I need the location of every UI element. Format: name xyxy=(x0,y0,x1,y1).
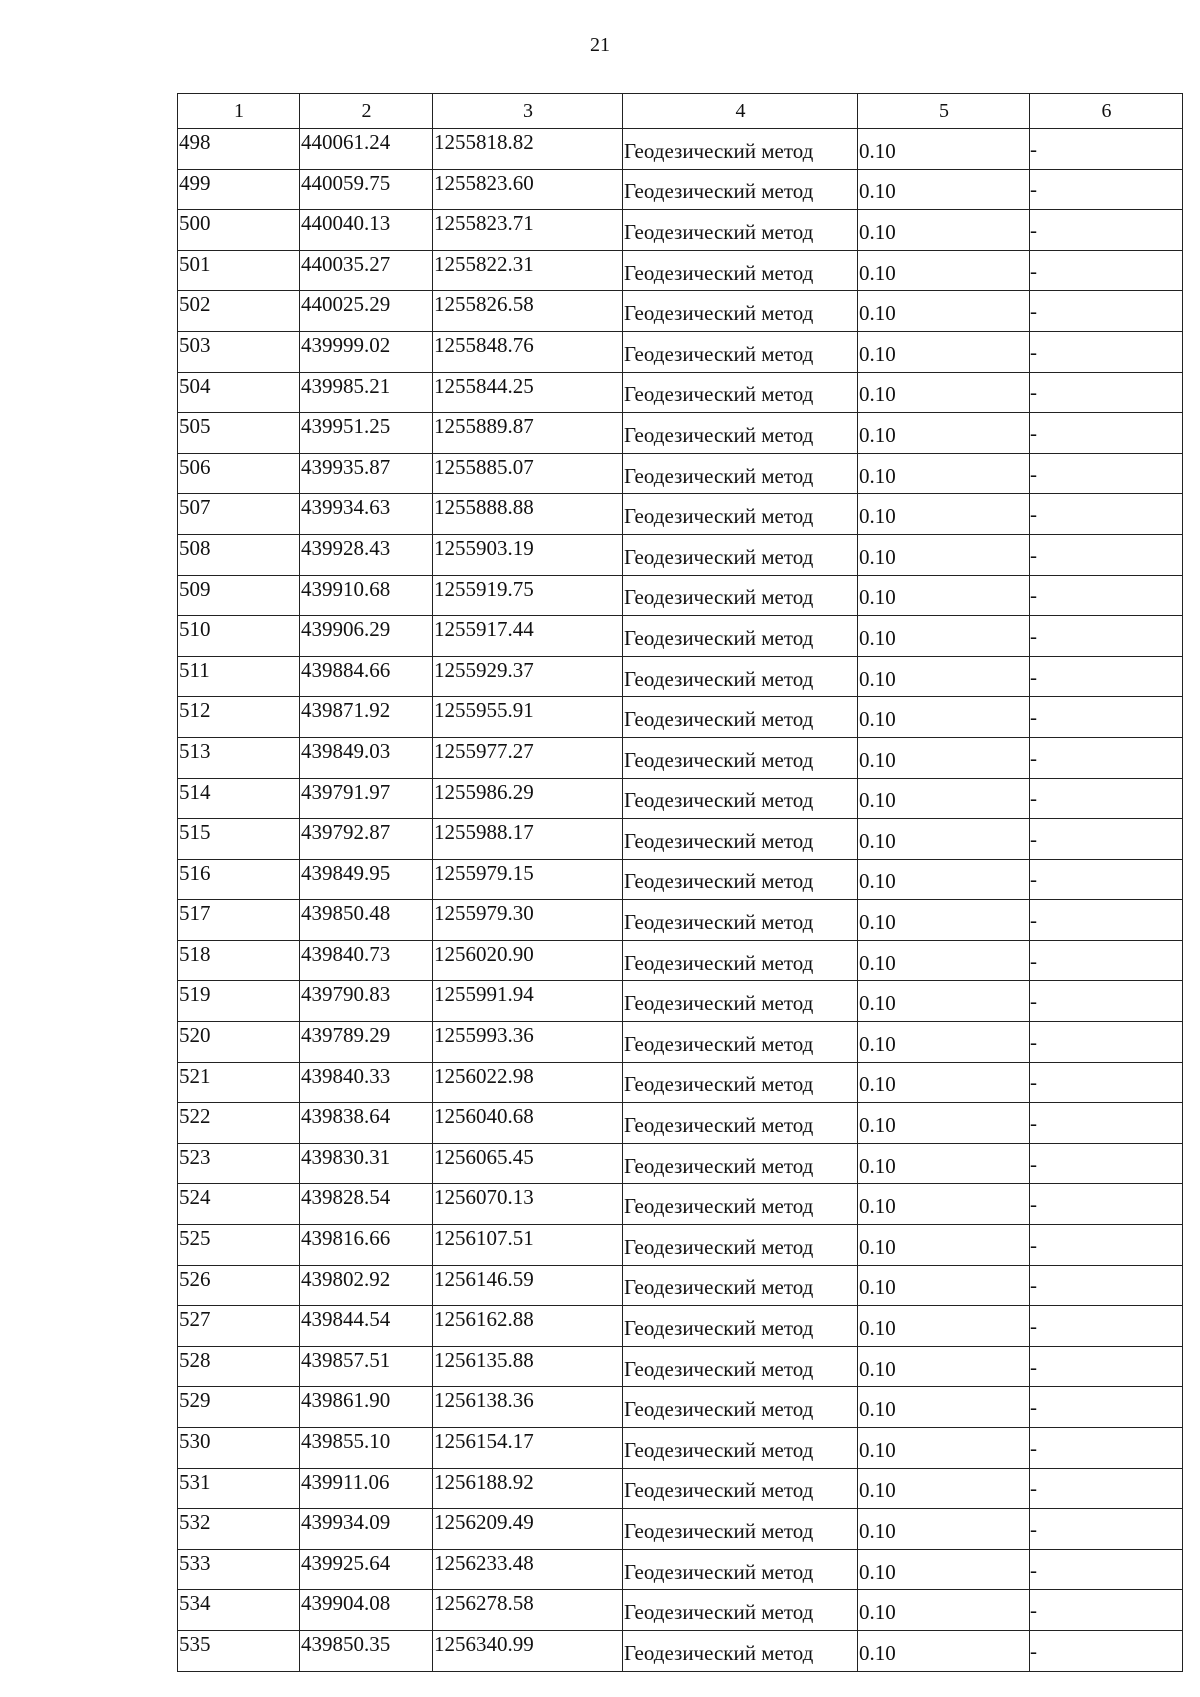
table-row xyxy=(178,1549,1183,1590)
accuracy-cell: 0.10 xyxy=(858,1468,1030,1509)
accuracy-cell: 0.10 xyxy=(858,656,1030,697)
table-row xyxy=(178,1143,1183,1184)
note-cell: - xyxy=(1030,1428,1183,1469)
accuracy-cell: 0.10 xyxy=(858,1103,1030,1144)
y-coordinate-cell: 1256135.88 xyxy=(433,1346,623,1387)
note-cell: - xyxy=(1030,291,1183,332)
y-coordinate-cell: 1256107.51 xyxy=(433,1225,623,1266)
note-cell: - xyxy=(1030,1306,1183,1347)
point-number-cell: 500 xyxy=(178,210,300,251)
table-header-row xyxy=(178,94,1183,129)
point-number-cell: 532 xyxy=(178,1509,300,1550)
accuracy-cell: 0.10 xyxy=(858,331,1030,372)
accuracy-cell: 0.10 xyxy=(858,1428,1030,1469)
y-coordinate-cell: 1255993.36 xyxy=(433,1022,623,1063)
method-cell: Геодезический метод xyxy=(623,697,858,738)
table-row xyxy=(178,1387,1183,1428)
method-cell: Геодезический метод xyxy=(623,331,858,372)
y-coordinate-cell: 1255844.25 xyxy=(433,372,623,413)
table-row xyxy=(178,1184,1183,1225)
accuracy-cell: 0.10 xyxy=(858,453,1030,494)
accuracy-cell: 0.10 xyxy=(858,1184,1030,1225)
x-coordinate-cell: 440040.13 xyxy=(300,210,433,251)
method-cell: Геодезический метод xyxy=(623,819,858,860)
y-coordinate-cell: 1256065.45 xyxy=(433,1143,623,1184)
x-coordinate-cell: 439985.21 xyxy=(300,372,433,413)
note-cell: - xyxy=(1030,1549,1183,1590)
point-number-cell: 524 xyxy=(178,1184,300,1225)
x-coordinate-cell: 439951.25 xyxy=(300,413,433,454)
point-number-cell: 508 xyxy=(178,534,300,575)
y-coordinate-cell: 1256138.36 xyxy=(433,1387,623,1428)
method-cell: Геодезический метод xyxy=(623,1265,858,1306)
method-cell: Геодезический метод xyxy=(623,1549,858,1590)
accuracy-cell: 0.10 xyxy=(858,819,1030,860)
column-header-3: 3 xyxy=(433,94,623,129)
accuracy-cell: 0.10 xyxy=(858,1306,1030,1347)
method-cell: Геодезический метод xyxy=(623,1590,858,1631)
method-cell: Геодезический метод xyxy=(623,940,858,981)
x-coordinate-cell: 439830.31 xyxy=(300,1143,433,1184)
table-row xyxy=(178,291,1183,332)
method-cell: Геодезический метод xyxy=(623,1468,858,1509)
accuracy-cell: 0.10 xyxy=(858,1143,1030,1184)
method-cell: Геодезический метод xyxy=(623,1103,858,1144)
note-cell: - xyxy=(1030,1265,1183,1306)
accuracy-cell: 0.10 xyxy=(858,1387,1030,1428)
accuracy-cell: 0.10 xyxy=(858,210,1030,251)
point-number-cell: 503 xyxy=(178,331,300,372)
point-number-cell: 504 xyxy=(178,372,300,413)
table-row xyxy=(178,575,1183,616)
x-coordinate-cell: 439935.87 xyxy=(300,453,433,494)
y-coordinate-cell: 1256022.98 xyxy=(433,1062,623,1103)
accuracy-cell: 0.10 xyxy=(858,372,1030,413)
table-row xyxy=(178,1346,1183,1387)
table-row xyxy=(178,331,1183,372)
x-coordinate-cell: 439871.92 xyxy=(300,697,433,738)
table-row xyxy=(178,1022,1183,1063)
table-row xyxy=(178,1225,1183,1266)
note-cell: - xyxy=(1030,210,1183,251)
method-cell: Геодезический метод xyxy=(623,1346,858,1387)
accuracy-cell: 0.10 xyxy=(858,778,1030,819)
method-cell: Геодезический метод xyxy=(623,981,858,1022)
note-cell: - xyxy=(1030,129,1183,170)
method-cell: Геодезический метод xyxy=(623,616,858,657)
point-number-cell: 515 xyxy=(178,819,300,860)
method-cell: Геодезический метод xyxy=(623,859,858,900)
note-cell: - xyxy=(1030,1103,1183,1144)
accuracy-cell: 0.10 xyxy=(858,1062,1030,1103)
x-coordinate-cell: 440059.75 xyxy=(300,169,433,210)
accuracy-cell: 0.10 xyxy=(858,291,1030,332)
y-coordinate-cell: 1255955.91 xyxy=(433,697,623,738)
y-coordinate-cell: 1255929.37 xyxy=(433,656,623,697)
y-coordinate-cell: 1256020.90 xyxy=(433,940,623,981)
x-coordinate-cell: 439802.92 xyxy=(300,1265,433,1306)
x-coordinate-cell: 439884.66 xyxy=(300,656,433,697)
x-coordinate-cell: 439925.64 xyxy=(300,1549,433,1590)
accuracy-cell: 0.10 xyxy=(858,1346,1030,1387)
method-cell: Геодезический метод xyxy=(623,778,858,819)
point-number-cell: 517 xyxy=(178,900,300,941)
x-coordinate-cell: 439849.95 xyxy=(300,859,433,900)
accuracy-cell: 0.10 xyxy=(858,250,1030,291)
note-cell: - xyxy=(1030,1062,1183,1103)
coordinates-table xyxy=(177,93,1183,1672)
y-coordinate-cell: 1256340.99 xyxy=(433,1630,623,1671)
point-number-cell: 519 xyxy=(178,981,300,1022)
accuracy-cell: 0.10 xyxy=(858,1022,1030,1063)
point-number-cell: 521 xyxy=(178,1062,300,1103)
note-cell: - xyxy=(1030,1346,1183,1387)
note-cell: - xyxy=(1030,1590,1183,1631)
note-cell: - xyxy=(1030,413,1183,454)
y-coordinate-cell: 1255822.31 xyxy=(433,250,623,291)
x-coordinate-cell: 440035.27 xyxy=(300,250,433,291)
point-number-cell: 526 xyxy=(178,1265,300,1306)
table-row xyxy=(178,1062,1183,1103)
x-coordinate-cell: 439928.43 xyxy=(300,534,433,575)
x-coordinate-cell: 439844.54 xyxy=(300,1306,433,1347)
accuracy-cell: 0.10 xyxy=(858,900,1030,941)
y-coordinate-cell: 1256154.17 xyxy=(433,1428,623,1469)
accuracy-cell: 0.10 xyxy=(858,1509,1030,1550)
accuracy-cell: 0.10 xyxy=(858,575,1030,616)
y-coordinate-cell: 1255917.44 xyxy=(433,616,623,657)
y-coordinate-cell: 1255889.87 xyxy=(433,413,623,454)
table-row xyxy=(178,940,1183,981)
x-coordinate-cell: 439910.68 xyxy=(300,575,433,616)
point-number-cell: 516 xyxy=(178,859,300,900)
table-row xyxy=(178,819,1183,860)
method-cell: Геодезический метод xyxy=(623,1225,858,1266)
point-number-cell: 499 xyxy=(178,169,300,210)
table-row xyxy=(178,413,1183,454)
note-cell: - xyxy=(1030,1509,1183,1550)
point-number-cell: 520 xyxy=(178,1022,300,1063)
note-cell: - xyxy=(1030,737,1183,778)
method-cell: Геодезический метод xyxy=(623,1306,858,1347)
method-cell: Геодезический метод xyxy=(623,656,858,697)
note-cell: - xyxy=(1030,1387,1183,1428)
note-cell: - xyxy=(1030,169,1183,210)
note-cell: - xyxy=(1030,859,1183,900)
x-coordinate-cell: 439904.08 xyxy=(300,1590,433,1631)
method-cell: Геодезический метод xyxy=(623,1630,858,1671)
point-number-cell: 535 xyxy=(178,1630,300,1671)
method-cell: Геодезический метод xyxy=(623,169,858,210)
table-row xyxy=(178,900,1183,941)
x-coordinate-cell: 439861.90 xyxy=(300,1387,433,1428)
x-coordinate-cell: 439838.64 xyxy=(300,1103,433,1144)
point-number-cell: 522 xyxy=(178,1103,300,1144)
table-row xyxy=(178,453,1183,494)
table-row xyxy=(178,1630,1183,1671)
table-row xyxy=(178,169,1183,210)
table-row xyxy=(178,129,1183,170)
column-header-4: 4 xyxy=(623,94,858,129)
note-cell: - xyxy=(1030,575,1183,616)
note-cell: - xyxy=(1030,778,1183,819)
method-cell: Геодезический метод xyxy=(623,1428,858,1469)
accuracy-cell: 0.10 xyxy=(858,859,1030,900)
y-coordinate-cell: 1255826.58 xyxy=(433,291,623,332)
x-coordinate-cell: 440061.24 xyxy=(300,129,433,170)
x-coordinate-cell: 439906.29 xyxy=(300,616,433,657)
x-coordinate-cell: 439934.09 xyxy=(300,1509,433,1550)
x-coordinate-cell: 439789.29 xyxy=(300,1022,433,1063)
y-coordinate-cell: 1255818.82 xyxy=(433,129,623,170)
column-header-2: 2 xyxy=(300,94,433,129)
table-row xyxy=(178,372,1183,413)
accuracy-cell: 0.10 xyxy=(858,169,1030,210)
point-number-cell: 510 xyxy=(178,616,300,657)
x-coordinate-cell: 439828.54 xyxy=(300,1184,433,1225)
table-row xyxy=(178,1265,1183,1306)
y-coordinate-cell: 1255991.94 xyxy=(433,981,623,1022)
point-number-cell: 525 xyxy=(178,1225,300,1266)
note-cell: - xyxy=(1030,1225,1183,1266)
accuracy-cell: 0.10 xyxy=(858,494,1030,535)
method-cell: Геодезический метод xyxy=(623,1022,858,1063)
note-cell: - xyxy=(1030,616,1183,657)
point-number-cell: 513 xyxy=(178,737,300,778)
y-coordinate-cell: 1256278.58 xyxy=(433,1590,623,1631)
table-row xyxy=(178,534,1183,575)
table-row xyxy=(178,737,1183,778)
point-number-cell: 514 xyxy=(178,778,300,819)
y-coordinate-cell: 1255903.19 xyxy=(433,534,623,575)
table-row xyxy=(178,981,1183,1022)
y-coordinate-cell: 1255823.60 xyxy=(433,169,623,210)
y-coordinate-cell: 1256209.49 xyxy=(433,1509,623,1550)
note-cell: - xyxy=(1030,656,1183,697)
y-coordinate-cell: 1255848.76 xyxy=(433,331,623,372)
y-coordinate-cell: 1256040.68 xyxy=(433,1103,623,1144)
note-cell: - xyxy=(1030,1022,1183,1063)
y-coordinate-cell: 1256070.13 xyxy=(433,1184,623,1225)
method-cell: Геодезический метод xyxy=(623,453,858,494)
table-row xyxy=(178,1306,1183,1347)
y-coordinate-cell: 1255885.07 xyxy=(433,453,623,494)
x-coordinate-cell: 439999.02 xyxy=(300,331,433,372)
table-row xyxy=(178,778,1183,819)
note-cell: - xyxy=(1030,819,1183,860)
x-coordinate-cell: 439840.33 xyxy=(300,1062,433,1103)
point-number-cell: 511 xyxy=(178,656,300,697)
table-row xyxy=(178,697,1183,738)
point-number-cell: 534 xyxy=(178,1590,300,1631)
point-number-cell: 529 xyxy=(178,1387,300,1428)
point-number-cell: 505 xyxy=(178,413,300,454)
note-cell: - xyxy=(1030,1184,1183,1225)
point-number-cell: 531 xyxy=(178,1468,300,1509)
table-row xyxy=(178,210,1183,251)
y-coordinate-cell: 1255986.29 xyxy=(433,778,623,819)
note-cell: - xyxy=(1030,1143,1183,1184)
accuracy-cell: 0.10 xyxy=(858,413,1030,454)
y-coordinate-cell: 1256188.92 xyxy=(433,1468,623,1509)
point-number-cell: 528 xyxy=(178,1346,300,1387)
method-cell: Геодезический метод xyxy=(623,291,858,332)
note-cell: - xyxy=(1030,697,1183,738)
table-row xyxy=(178,1590,1183,1631)
note-cell: - xyxy=(1030,1468,1183,1509)
point-number-cell: 533 xyxy=(178,1549,300,1590)
x-coordinate-cell: 439850.48 xyxy=(300,900,433,941)
table-body xyxy=(178,129,1183,1672)
note-cell: - xyxy=(1030,1630,1183,1671)
point-number-cell: 530 xyxy=(178,1428,300,1469)
x-coordinate-cell: 439790.83 xyxy=(300,981,433,1022)
x-coordinate-cell: 439855.10 xyxy=(300,1428,433,1469)
table-row xyxy=(178,616,1183,657)
method-cell: Геодезический метод xyxy=(623,534,858,575)
method-cell: Геодезический метод xyxy=(623,494,858,535)
table-row xyxy=(178,859,1183,900)
method-cell: Геодезический метод xyxy=(623,1062,858,1103)
x-coordinate-cell: 439840.73 xyxy=(300,940,433,981)
accuracy-cell: 0.10 xyxy=(858,737,1030,778)
y-coordinate-cell: 1256162.88 xyxy=(433,1306,623,1347)
accuracy-cell: 0.10 xyxy=(858,129,1030,170)
method-cell: Геодезический метод xyxy=(623,1387,858,1428)
accuracy-cell: 0.10 xyxy=(858,1590,1030,1631)
method-cell: Геодезический метод xyxy=(623,1143,858,1184)
point-number-cell: 507 xyxy=(178,494,300,535)
method-cell: Геодезический метод xyxy=(623,575,858,616)
y-coordinate-cell: 1255823.71 xyxy=(433,210,623,251)
point-number-cell: 498 xyxy=(178,129,300,170)
table-row xyxy=(178,656,1183,697)
y-coordinate-cell: 1255979.15 xyxy=(433,859,623,900)
point-number-cell: 509 xyxy=(178,575,300,616)
accuracy-cell: 0.10 xyxy=(858,616,1030,657)
x-coordinate-cell: 439850.35 xyxy=(300,1630,433,1671)
note-cell: - xyxy=(1030,981,1183,1022)
accuracy-cell: 0.10 xyxy=(858,1225,1030,1266)
note-cell: - xyxy=(1030,331,1183,372)
table-row xyxy=(178,1468,1183,1509)
y-coordinate-cell: 1255979.30 xyxy=(433,900,623,941)
y-coordinate-cell: 1255919.75 xyxy=(433,575,623,616)
note-cell: - xyxy=(1030,250,1183,291)
page-number: 21 xyxy=(590,34,610,56)
x-coordinate-cell: 440025.29 xyxy=(300,291,433,332)
y-coordinate-cell: 1255977.27 xyxy=(433,737,623,778)
point-number-cell: 506 xyxy=(178,453,300,494)
point-number-cell: 501 xyxy=(178,250,300,291)
method-cell: Геодезический метод xyxy=(623,129,858,170)
table-row xyxy=(178,1509,1183,1550)
note-cell: - xyxy=(1030,900,1183,941)
accuracy-cell: 0.10 xyxy=(858,1630,1030,1671)
y-coordinate-cell: 1255988.17 xyxy=(433,819,623,860)
note-cell: - xyxy=(1030,534,1183,575)
y-coordinate-cell: 1256233.48 xyxy=(433,1549,623,1590)
method-cell: Геодезический метод xyxy=(623,250,858,291)
method-cell: Геодезический метод xyxy=(623,413,858,454)
table-row xyxy=(178,250,1183,291)
method-cell: Геодезический метод xyxy=(623,1184,858,1225)
column-header-6: 6 xyxy=(1030,94,1183,129)
accuracy-cell: 0.10 xyxy=(858,981,1030,1022)
table-row xyxy=(178,1428,1183,1469)
x-coordinate-cell: 439911.06 xyxy=(300,1468,433,1509)
column-header-1: 1 xyxy=(178,94,300,129)
accuracy-cell: 0.10 xyxy=(858,697,1030,738)
accuracy-cell: 0.10 xyxy=(858,940,1030,981)
accuracy-cell: 0.10 xyxy=(858,534,1030,575)
column-header-5: 5 xyxy=(858,94,1030,129)
point-number-cell: 523 xyxy=(178,1143,300,1184)
x-coordinate-cell: 439791.97 xyxy=(300,778,433,819)
point-number-cell: 527 xyxy=(178,1306,300,1347)
accuracy-cell: 0.10 xyxy=(858,1549,1030,1590)
x-coordinate-cell: 439934.63 xyxy=(300,494,433,535)
table-row xyxy=(178,1103,1183,1144)
method-cell: Геодезический метод xyxy=(623,900,858,941)
point-number-cell: 518 xyxy=(178,940,300,981)
method-cell: Геодезический метод xyxy=(623,372,858,413)
method-cell: Геодезический метод xyxy=(623,1509,858,1550)
table-row xyxy=(178,494,1183,535)
y-coordinate-cell: 1256146.59 xyxy=(433,1265,623,1306)
note-cell: - xyxy=(1030,940,1183,981)
accuracy-cell: 0.10 xyxy=(858,1265,1030,1306)
note-cell: - xyxy=(1030,453,1183,494)
method-cell: Геодезический метод xyxy=(623,210,858,251)
point-number-cell: 502 xyxy=(178,291,300,332)
x-coordinate-cell: 439849.03 xyxy=(300,737,433,778)
point-number-cell: 512 xyxy=(178,697,300,738)
x-coordinate-cell: 439857.51 xyxy=(300,1346,433,1387)
note-cell: - xyxy=(1030,494,1183,535)
x-coordinate-cell: 439816.66 xyxy=(300,1225,433,1266)
method-cell: Геодезический метод xyxy=(623,737,858,778)
y-coordinate-cell: 1255888.88 xyxy=(433,494,623,535)
note-cell: - xyxy=(1030,372,1183,413)
x-coordinate-cell: 439792.87 xyxy=(300,819,433,860)
